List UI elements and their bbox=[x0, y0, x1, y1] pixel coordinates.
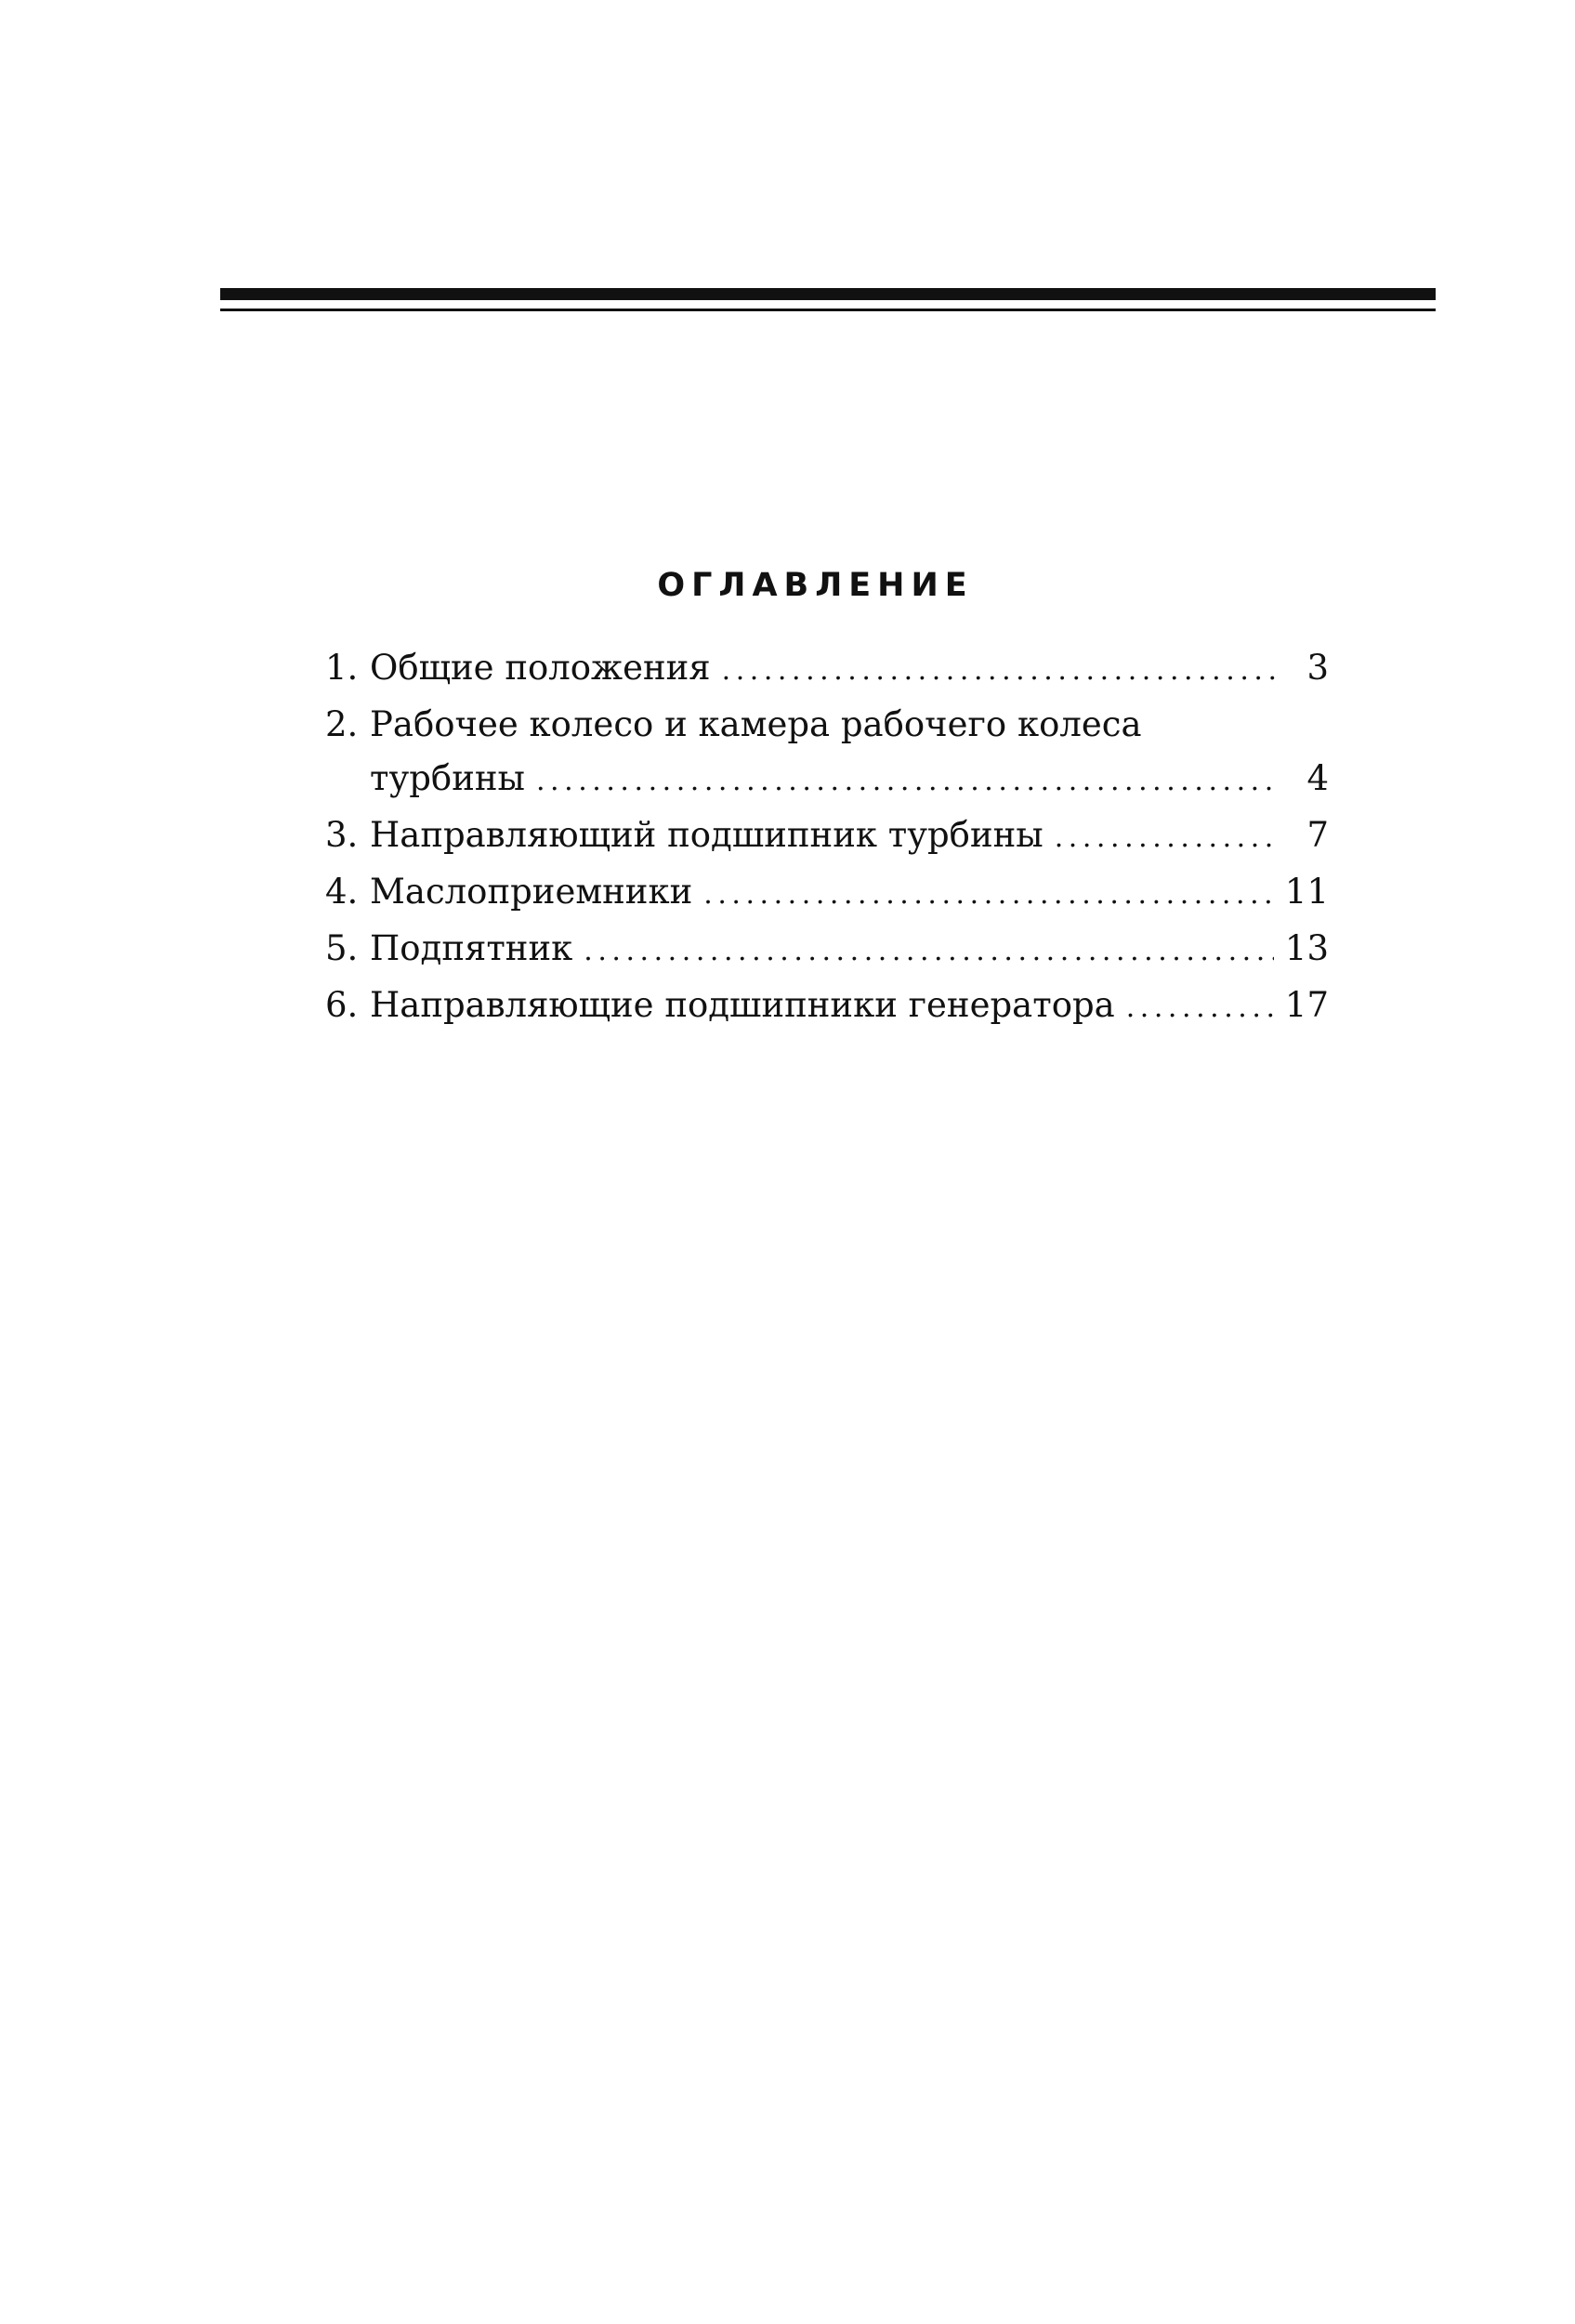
dot-leader bbox=[703, 868, 1274, 922]
toc-entry-number: 4. bbox=[325, 872, 359, 912]
toc-entry-page: 17 bbox=[1284, 985, 1329, 1025]
dot-leader bbox=[722, 644, 1280, 698]
toc-entry-6[interactable] bbox=[325, 978, 1329, 1035]
dot-leader bbox=[1126, 981, 1274, 1035]
toc-entry-number: 5. bbox=[325, 928, 359, 968]
toc-entry-page: 3 bbox=[1306, 648, 1329, 688]
toc-entry-4[interactable] bbox=[325, 865, 1329, 922]
toc-entry-page: 13 bbox=[1284, 928, 1329, 968]
toc-entry-number: 3. bbox=[325, 815, 359, 855]
toc-heading: ОГЛАВЛЕНИЕ bbox=[657, 567, 974, 604]
toc-entry-2[interactable] bbox=[325, 698, 1329, 808]
dot-leader bbox=[1055, 811, 1280, 865]
dot-leader bbox=[536, 755, 1280, 808]
toc-entry-title: Направляющие подшипники генератора bbox=[370, 985, 1115, 1025]
header-rule-thick bbox=[220, 288, 1436, 300]
toc-entry-number: 2. bbox=[325, 704, 359, 744]
toc-entry-title: турбины bbox=[370, 758, 525, 798]
toc-entry-page: 11 bbox=[1284, 872, 1329, 912]
dot-leader bbox=[584, 925, 1274, 978]
toc-entry-3[interactable] bbox=[325, 808, 1329, 865]
toc-entry-title: Подпятник bbox=[370, 928, 573, 968]
toc-entry-title: Общие положения bbox=[370, 648, 711, 688]
toc-entry-page: 7 bbox=[1306, 815, 1329, 855]
toc-entry-number: 6. bbox=[325, 985, 359, 1025]
toc-entry-5[interactable] bbox=[325, 922, 1329, 978]
table-of-contents bbox=[325, 641, 1329, 1035]
toc-entry-title: Маслоприемники bbox=[370, 872, 693, 912]
toc-entry-title-line1: Рабочее колесо и камера рабочего колеса bbox=[370, 704, 1142, 744]
toc-entry-page: 4 bbox=[1306, 758, 1329, 798]
toc-entry-1[interactable] bbox=[325, 641, 1329, 698]
toc-entry-number: 1. bbox=[325, 648, 359, 688]
toc-entry-title: Направляющий подшипник турбины bbox=[370, 815, 1043, 855]
header-rule-thin bbox=[220, 309, 1436, 311]
